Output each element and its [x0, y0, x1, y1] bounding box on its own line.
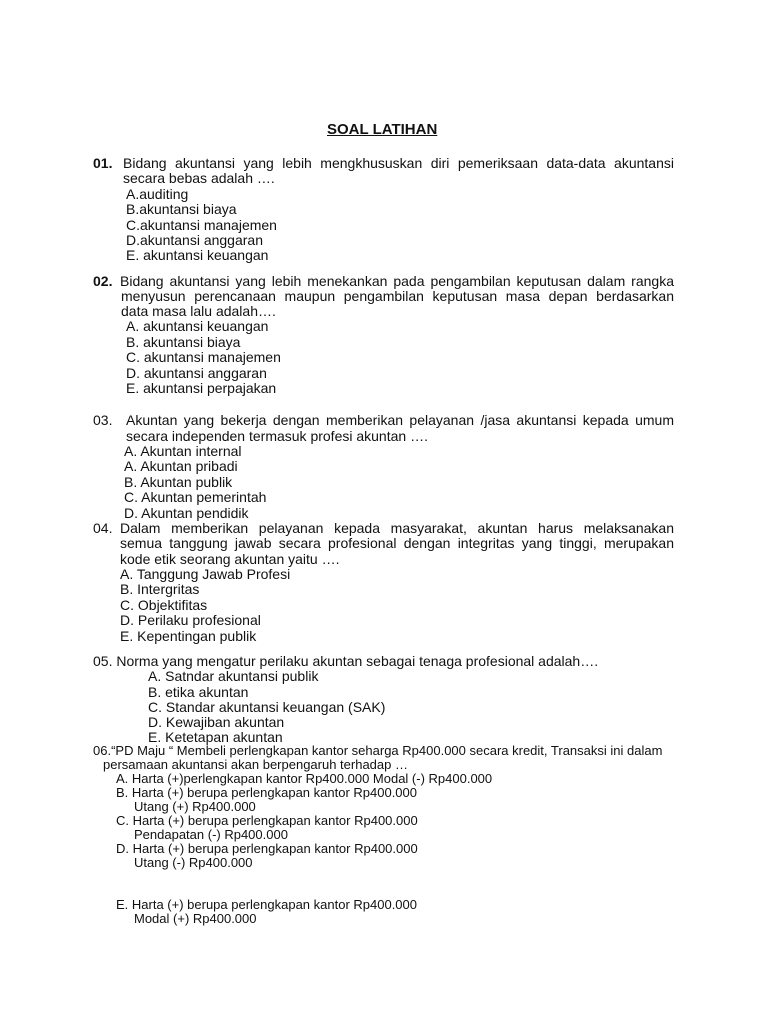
q4-text-line2: semua tanggung jawab secara profesional dengan integritas yang tinggi, merupakan [120, 535, 674, 551]
q6-option-e: E. Harta (+) berupa perlengkapan kantor Rp400.000 [116, 897, 417, 912]
q2-number: 02. [93, 273, 113, 289]
q1-option: A.auditing [126, 186, 189, 202]
q2-option: B. akuntansi biaya [126, 334, 241, 350]
q3-text-line1: Akuntan yang bekerja dengan memberikan pelayanan /jasa akuntansi kepada umum [126, 412, 674, 428]
q6-text-line1: 06.“PD Maju “ Membeli perlengkapan kantor seharga Rp400.000 secara kredit, Transaksi ini dalam [93, 743, 663, 758]
q1-option: D.akuntansi anggaran [126, 232, 263, 248]
q4-text-line3: kode etik seorang akuntan yaitu …. [120, 551, 340, 567]
q5-option: A. Satndar akuntansi publik [148, 668, 319, 684]
q1-option: E. akuntansi keuangan [126, 247, 269, 263]
q6-text-line2: persamaan akuntansi akan berpengaruh terhadap … [103, 757, 408, 772]
q5-option: B. etika akuntan [148, 684, 249, 700]
q3-text-line2: secara independen termasuk profesi akuntan …. [126, 428, 428, 444]
q6-option-c-line2: Pendapatan (-) Rp400.000 [134, 827, 288, 842]
q4-option: C. Objektifitas [120, 597, 208, 613]
q5-option: C. Standar akuntansi keuangan (SAK) [148, 699, 386, 715]
q3-option: D. Akuntan pendidik [124, 505, 249, 521]
q4-option: E. Kepentingan publik [120, 628, 257, 644]
q2-text-line3: data masa lalu adalah…. [121, 303, 276, 319]
q1-number: 01. [93, 155, 113, 171]
q3-number: 03. [93, 412, 113, 428]
q2-text-line2: menyusun perencanaan maupun pengambilan keputusan masa depan berdasarkan [121, 288, 674, 304]
q4-option: B. Intergritas [120, 581, 200, 597]
page-title: SOAL LATIHAN [327, 121, 438, 138]
q2-option: D. akuntansi anggaran [126, 365, 267, 381]
q6-option-b: B. Harta (+) berupa perlengkapan kantor Rp400.000 [116, 785, 417, 800]
q6-option-a: A. Harta (+)perlengkapan kantor Rp400.000 Modal (-) Rp400.000 [116, 771, 493, 786]
q6-option-e-line2: Modal (+) Rp400.000 [134, 911, 257, 926]
q1-option: C.akuntansi manajemen [126, 217, 277, 233]
q2-option: E. akuntansi perpajakan [126, 380, 277, 396]
q4-option: D. Perilaku profesional [120, 612, 261, 628]
q6-option-b-line2: Utang (+) Rp400.000 [134, 799, 256, 814]
q5-text: 05. Norma yang mengatur perilaku akuntan sebagai tenaga profesional adalah…. [93, 653, 599, 669]
q6-option-d-line2: Utang (-) Rp400.000 [134, 855, 253, 870]
q3-option: A. Akuntan pribadi [124, 458, 238, 474]
q4-option: A. Tanggung Jawab Profesi [120, 566, 291, 582]
q6-option-c: C. Harta (+) berupa perlengkapan kantor Rp400.000 [116, 813, 418, 828]
q2-text-line1: Bidang akuntansi yang lebih menekankan pada pengambilan keputusan dalam rangka [120, 273, 674, 289]
q4-number: 04. [93, 520, 113, 536]
q1-text-line2: secara bebas adalah …. [123, 170, 275, 186]
q2-option: C. akuntansi manajemen [126, 349, 281, 365]
q3-option: B. Akuntan publik [124, 474, 233, 490]
q3-option: C. Akuntan pemerintah [124, 489, 267, 505]
q4-text-line1: Dalam memberikan pelayanan kepada masyarakat, akuntan harus melaksanakan [120, 520, 674, 536]
q5-option: D. Kewajiban akuntan [148, 714, 285, 730]
q2-option: A. akuntansi keuangan [126, 318, 269, 334]
q1-text-line1: Bidang akuntansi yang lebih mengkhususkan diri pemeriksaan data-data akuntansi [123, 155, 674, 171]
q6-option-d: D. Harta (+) berupa perlengkapan kantor Rp400.000 [116, 841, 418, 856]
q1-option: B.akuntansi biaya [126, 201, 237, 217]
q5-option: E. Ketetapan akuntan [148, 729, 283, 745]
q3-option: A. Akuntan internal [124, 443, 242, 459]
